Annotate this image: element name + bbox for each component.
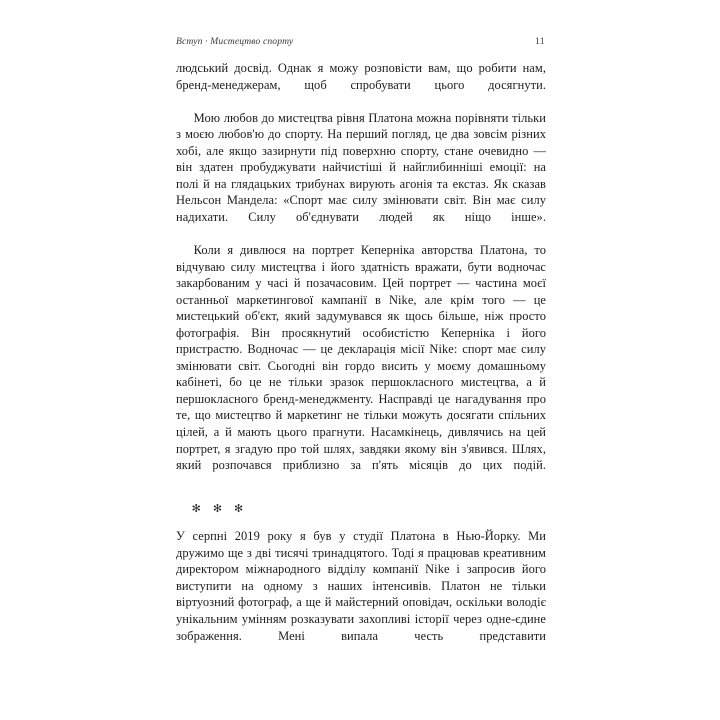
paragraph: Мою любов до мистецтва рівня Платона можна порівняти тільки з моєю любов'ю до спорту. На перший погляд, це два зовсім різних хобі, але якщо зазирнути під поверхню спорту, стане очевидно — він здатен пробуджувати найчистіші й найглибинніші емоції: на полі й на глядацьких трибунах вирують агонія та екстаз. Як сказав Нельсон Мандела: «Спорт має силу змінювати світ. Він має силу надихати. Силу об'єднувати людей як ніщо інше». [176, 110, 546, 224]
page-number: 11 [534, 36, 545, 47]
paragraph: Коли я дивлюся на портрет Кеперніка авторства Платона, то відчуваю силу мистецтва і його здатність вражати, бути водночас закарбованим у часі й позачасовим. Цей портрет — частина моєї останньої маркетингової кампанії в Nike, але крім того — це мистецький об'єкт, який задумувався як щось більше, ніж просто фотографія. Він просякнутий особистістю Кеперніка і його пристрастю. Водночас — це декларація місії Nike: спорт має силу змінювати світ. Сьогодні він гордо висить у моєму домашньому кабінеті, бо це не тільки зразок першокласного мистецтва, а й першокласного бренд-менеджменту. Насправді це нагадування про те, що мистецтво й маркетинг не тільки можуть досягати спільних цілей, а й мають цього прагнути. Насамкінець, дивлячись на цей портрет, я згадую про той шлях, завдяки якому він з'явився. Шлях, який розпочався приблизно за п'ять місяців до цих подій. [176, 243, 546, 473]
running-header [176, 36, 545, 47]
asterism-icon: ✻ ✻ ✻ [191, 502, 248, 515]
body-text-block [176, 60, 546, 661]
running-header-title: Вступ · Мистецтво спорту [176, 36, 294, 47]
paragraph: У серпні 2019 року я був у студії Платона в Нью-Йорку. Ми дружимо ще з дві тисячі тринадцятого. Тоді я працював креативним директором міжнародного відділу компанії Nike і запросив його виступити на одному з наших інтенсивів. Платон не тільки віртуозний фотограф, а ще й майстерний оповідач, оскільки володіє унікальним умінням розказувати захопливі історії через одне-єдине зображення. Мені випала честь представити [176, 529, 546, 643]
paragraph-continued: людський досвід. Однак я можу розповісти вам, що робити нам, бренд-менеджерам, щоб спробувати цього досягнути. [176, 61, 546, 92]
section-break-divider [176, 490, 546, 528]
